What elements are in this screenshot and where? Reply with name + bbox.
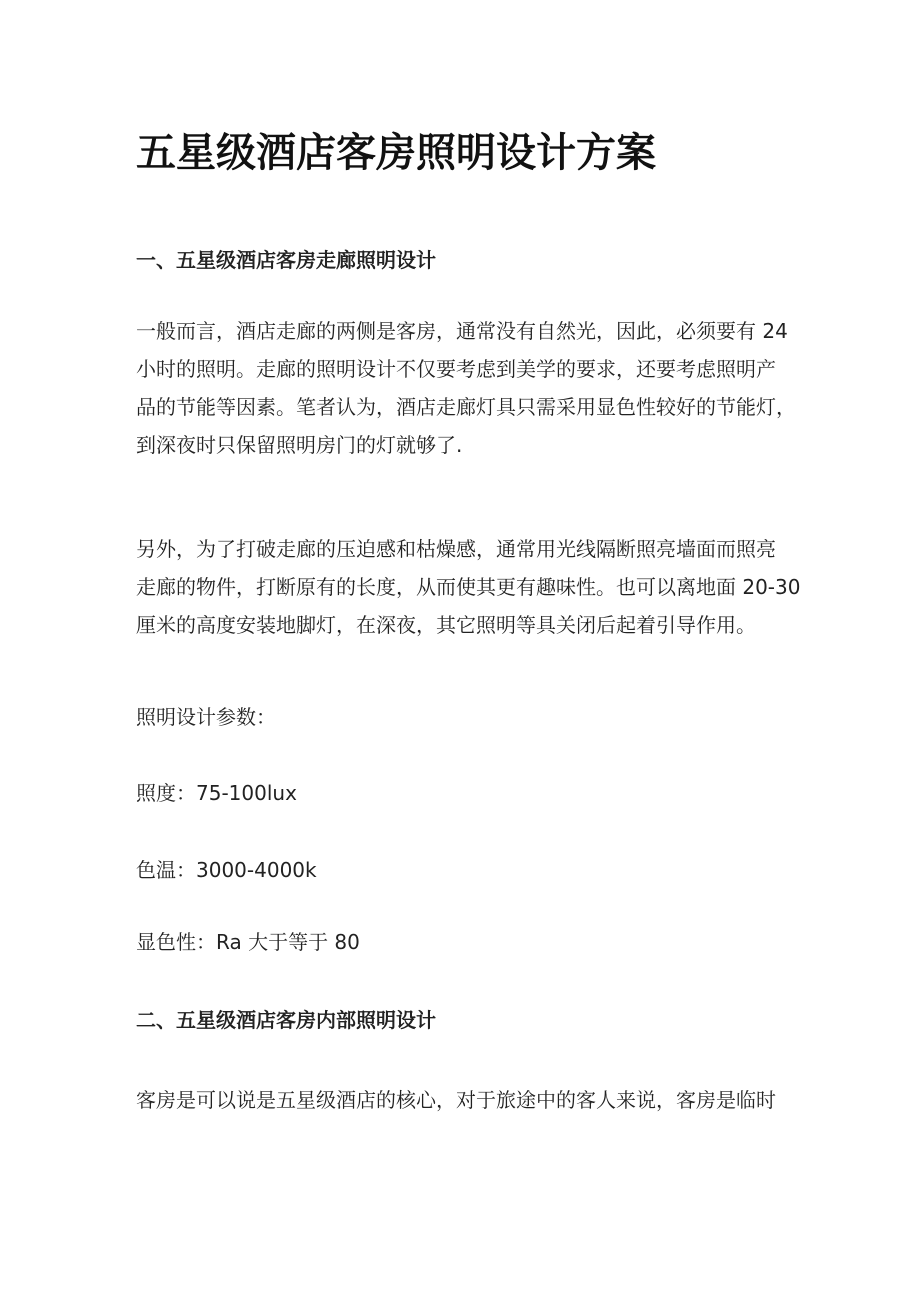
param-color-temperature: 色温：3000-4000k [136, 858, 317, 882]
paragraph-line: 小时的照明。走廊的照明设计不仅要考虑到美学的要求，还要考虑照明产 [136, 357, 776, 381]
paragraph-line: 走廊的物件，打断原有的长度，从而使其更有趣味性。也可以离地面 20-30 [136, 575, 801, 599]
paragraph-corridor-lighting [136, 312, 796, 464]
paragraph-line: 厘米的高度安装地脚灯，在深夜，其它照明等具关闭后起着引导作用。 [136, 613, 756, 637]
lighting-params-label: 照明设计参数： [136, 705, 276, 729]
section-heading-room-interior: 二、五星级酒店客房内部照明设计 [136, 1008, 436, 1032]
section-heading-corridor: 一、五星级酒店客房走廊照明设计 [136, 248, 436, 272]
paragraph-line: 另外，为了打破走廊的压迫感和枯燥感，通常用光线隔断照亮墙面而照亮 [136, 537, 776, 561]
paragraph-line: 到深夜时只保留照明房门的灯就够了. [136, 433, 463, 457]
param-color-rendering: 显色性：Ra 大于等于 80 [136, 930, 360, 954]
paragraph-room-interior: 客房是可以说是五星级酒店的核心，对于旅途中的客人来说，客房是临时 [136, 1088, 776, 1112]
document-title: 五星级酒店客房照明设计方案 [136, 129, 656, 176]
paragraph-corridor-objects [136, 530, 800, 644]
param-illuminance: 照度：75-100lux [136, 781, 297, 805]
paragraph-line: 品的节能等因素。笔者认为，酒店走廊灯具只需采用显色性较好的节能灯， [136, 395, 796, 419]
paragraph-line: 一般而言，酒店走廊的两侧是客房，通常没有自然光，因此，必须要有 24 [136, 319, 788, 343]
